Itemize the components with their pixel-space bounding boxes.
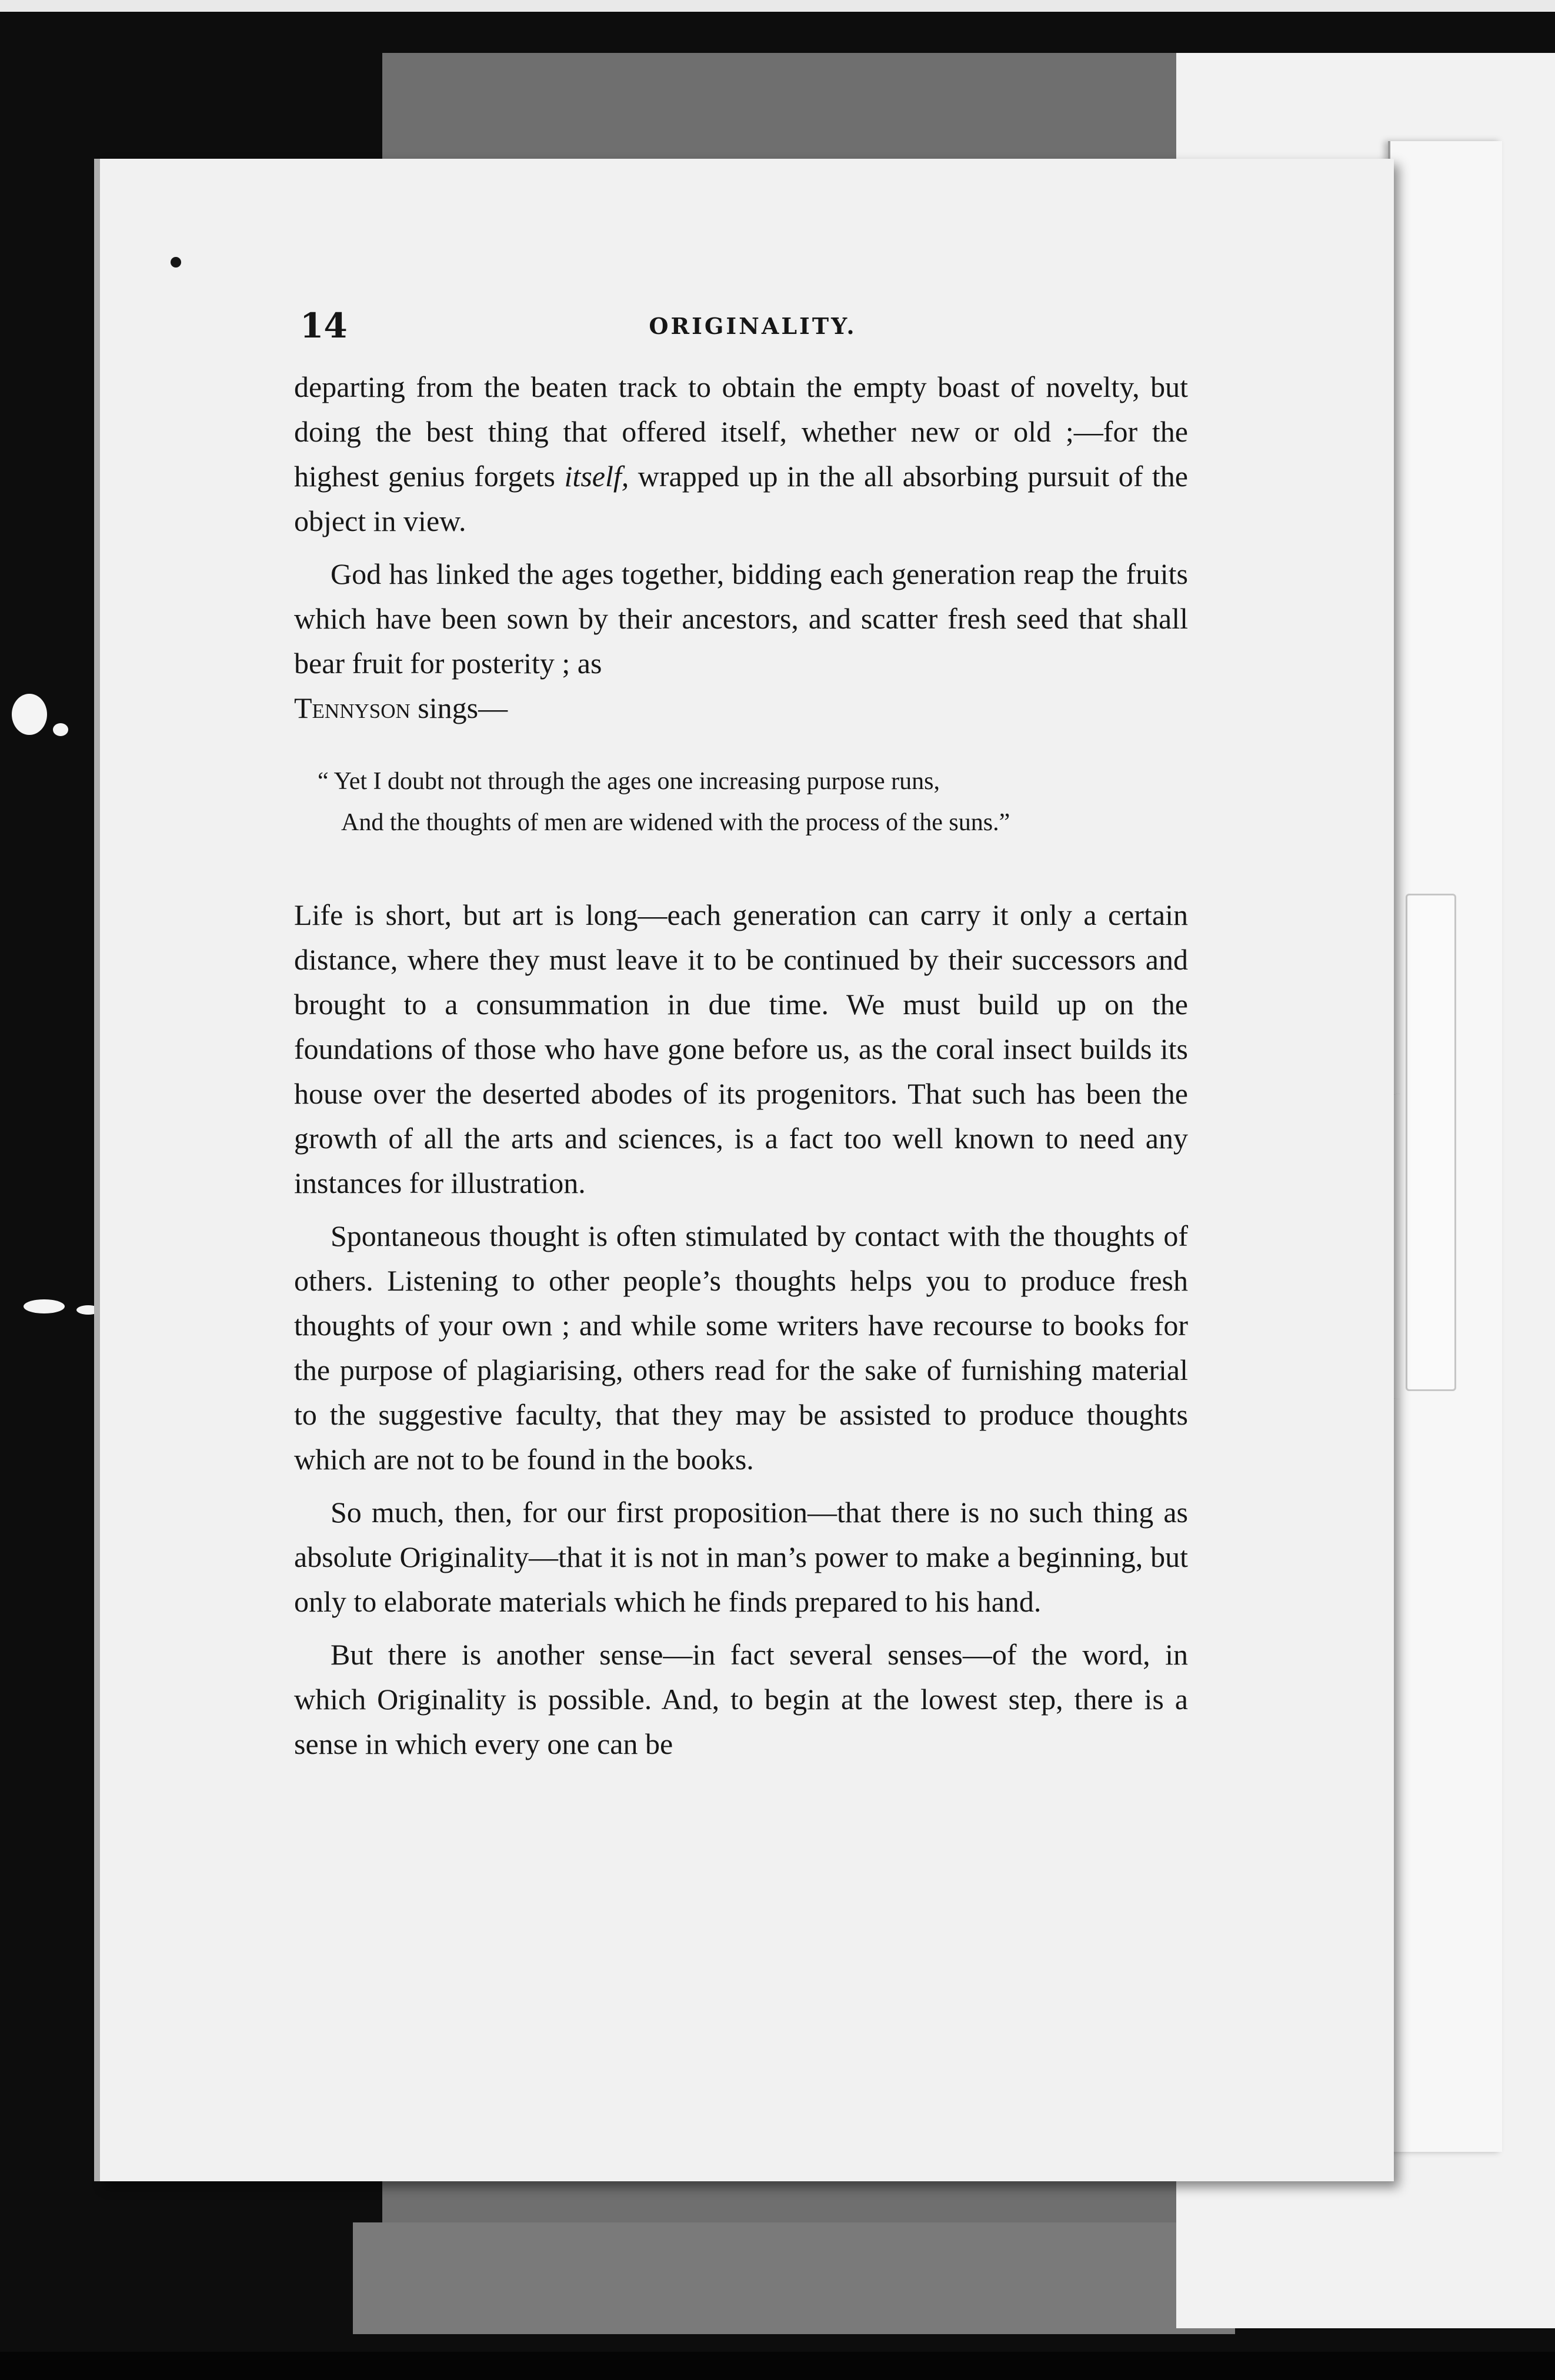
paragraph-2 bbox=[294, 551, 1188, 730]
scan-background-bottom bbox=[353, 2222, 1235, 2334]
paragraph-1-text-end: wrapped up in the all absorbing pursuit of the object in view. bbox=[294, 460, 1188, 537]
film-speck bbox=[24, 1299, 65, 1313]
paragraph-4: Spontaneous thought is often stimulated by contact with the thoughts of others. Listening to other people’s thoughts helps you to produce fresh thoughts of your own ; and while some writers have recourse to books for the purpose of plagiarising, others read for the sake of furnishing material to the suggestive faculty, that they may be assisted to produce thoughts which are not to be found in the books. bbox=[294, 1219, 1188, 1476]
verse-line-2: And the thoughts of men are widened with the process of the suns.” bbox=[341, 809, 1010, 836]
film-speck bbox=[53, 723, 68, 736]
paragraph-6: But there is another sense—in fact several senses—of the word, in which Originality is possible. And, to begin at the lowest step, there is a sense in which every one can be bbox=[294, 1638, 1188, 1760]
verse-quotation bbox=[294, 761, 1188, 843]
film-speck bbox=[12, 694, 47, 735]
film-border-top bbox=[0, 0, 1555, 12]
film-border-bottom bbox=[0, 2352, 1555, 2380]
paragraph-3: Life is short, but art is long—each generation can carry it only a certain distance, where they must leave it to be continued by their successors and brought to a consummation in due time. We must build up on the foundations of those who have gone before us, as the coral insect builds its house over the deserted abodes of its progenitors. That such has been the growth of all the arts and sciences, is a fact too well known to need any instances for illustration. bbox=[294, 898, 1188, 1199]
paragraph-2-text-end: sings— bbox=[410, 691, 508, 724]
paragraph-1-text: departing from the beaten track to obtain the empty boast of novelty, but doing the best thing that offered itself, whether new or old ;—for the highest genius forgets bbox=[294, 370, 1188, 493]
film-speck bbox=[76, 1305, 100, 1315]
paragraph-5: So much, then, for our first proposition—that there is no such thing as absolute Originality—that it is not in man’s power to make a beginning, but only to elaborate materials which he finds prepared to his hand. bbox=[294, 1496, 1188, 1618]
ink-dot bbox=[171, 257, 181, 268]
running-head: ORIGINALITY. bbox=[649, 313, 857, 339]
author-name: Tennyson bbox=[294, 691, 411, 724]
page-header bbox=[294, 306, 1212, 347]
verse-line-1: “ Yet I doubt not through the ages one increasing purpose runs, bbox=[318, 768, 940, 795]
page-number: 14 bbox=[300, 306, 348, 346]
page-body bbox=[294, 365, 1188, 1766]
paragraph-1 bbox=[294, 365, 1188, 543]
emphasis-itself: itself, bbox=[564, 460, 629, 493]
paragraph-2-text: God has linked the ages together, bidding each generation reap the fruits which have been sown by their ancestors, and scatter fresh seed that shall bear fruit for posterity ; as bbox=[294, 557, 1188, 680]
